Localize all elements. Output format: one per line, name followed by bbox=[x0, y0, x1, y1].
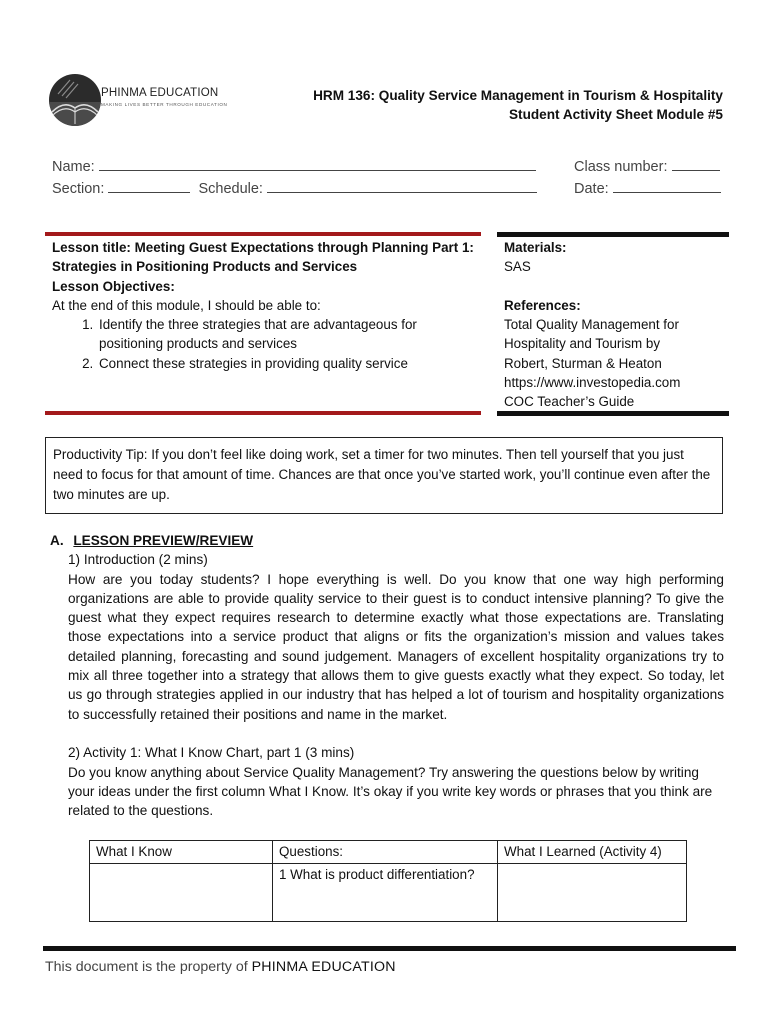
table-header-row bbox=[90, 841, 687, 864]
section-a-title: LESSON PREVIEW/REVIEW bbox=[73, 533, 254, 548]
materials-top-bar bbox=[497, 232, 729, 237]
materials-block bbox=[504, 238, 729, 412]
logo-tagline: MAKING LIVES BETTER THROUGH EDUCATION bbox=[101, 102, 228, 107]
section-row bbox=[52, 178, 537, 197]
section-field[interactable] bbox=[108, 178, 190, 193]
objective-item: 1. Identify the three strategies that are advantageous for positioning products and services bbox=[97, 315, 480, 354]
column-header-questions: Questions: bbox=[273, 841, 498, 864]
class-number-field[interactable] bbox=[672, 156, 720, 171]
table-row bbox=[90, 863, 687, 921]
what-i-learned-cell[interactable] bbox=[498, 863, 687, 921]
section-label: Section: bbox=[52, 181, 105, 197]
materials-bottom-bar bbox=[497, 411, 729, 416]
reference-line: COC Teacher’s Guide bbox=[504, 394, 635, 410]
objectives-list bbox=[52, 315, 480, 373]
lesson-bottom-bar bbox=[45, 411, 481, 415]
logo-wordmark: PHINMA EDUCATION bbox=[101, 87, 219, 99]
schedule-field[interactable] bbox=[267, 178, 537, 193]
footer-brand: PHINMA EDUCATION bbox=[251, 959, 396, 975]
what-i-know-cell[interactable] bbox=[90, 863, 273, 921]
what-i-know-table bbox=[89, 840, 687, 922]
objectives-intro: At the end of this module, I should be able to: bbox=[52, 297, 321, 313]
section-a bbox=[50, 531, 724, 820]
section-a-letter: A. bbox=[50, 533, 64, 548]
column-header-what-i-learned: What I Learned (Activity 4) bbox=[498, 841, 687, 864]
lesson-block bbox=[52, 238, 480, 373]
class-number-row bbox=[574, 156, 720, 175]
intro-heading: 1) Introduction (2 mins) bbox=[68, 552, 208, 568]
question-cell: 1 What is product differentiation? bbox=[273, 863, 498, 921]
footer-text bbox=[45, 959, 396, 975]
lesson-title-line1: Lesson title: Meeting Guest Expectations through Planning Part 1: bbox=[52, 240, 474, 255]
name-field[interactable] bbox=[99, 156, 536, 171]
date-label: Date: bbox=[574, 181, 609, 197]
date-field[interactable] bbox=[613, 178, 721, 193]
module-title: Student Activity Sheet Module #5 bbox=[508, 107, 723, 122]
intro-paragraph: How are you today students? I hope everything is well. Do you know that one way high performing organizations are able to provide quality service to their guest is to conduct intensive planning? To give the guest what they expect requires research to determine exactly what those expectations are. Translating those expectations into a service product that aligns or fits the organization’s mission and values takes detailed planning, forecasting and sound judgement. Managers of excellent hospitality organizations try to mix all three together into a strategy that allows them to give guests exactly what they expect. So today, let us go through strategies applied in our industry that has helped a lot of tourism and hospitality organizations to successfully retained their positions and name in the market. bbox=[68, 571, 724, 722]
materials-value: SAS bbox=[504, 259, 531, 275]
footer-prefix: This document is the property of bbox=[45, 959, 248, 975]
activity-paragraph: Do you know anything about Service Quality Management? Try answering the questions below by writing your ideas under the first column What I Know. It’s okay if you write key words or phrases that you think are related to the questions. bbox=[68, 764, 713, 819]
lesson-title-line2: Strategies in Positioning Products and Services bbox=[52, 259, 358, 275]
footer-bar bbox=[43, 946, 736, 951]
schedule-label: Schedule: bbox=[198, 181, 263, 197]
references-label: References: bbox=[504, 297, 581, 313]
materials-label: Materials: bbox=[504, 240, 567, 255]
course-title: HRM 136: Quality Service Management in Tourism & Hospitality bbox=[313, 88, 723, 103]
reference-line: Hospitality and Tourism by bbox=[504, 336, 661, 352]
column-header-what-i-know: What I Know bbox=[90, 841, 273, 864]
reference-line: Robert, Sturman & Heaton bbox=[504, 355, 662, 371]
productivity-tip-box: Productivity Tip: If you don’t feel like doing work, set a timer for two minutes. Then tell yourself that you just need to focus for that amount of time. Chances are that once you’ve started work, you’ll continue even after the two minutes are up. bbox=[45, 437, 723, 514]
date-row bbox=[574, 178, 721, 197]
course-header bbox=[313, 86, 723, 124]
section-a-heading bbox=[50, 531, 724, 550]
class-number-label: Class number: bbox=[574, 159, 668, 175]
objective-item: 2. Connect these strategies in providing quality service bbox=[97, 354, 480, 373]
reference-line: Total Quality Management for bbox=[504, 317, 679, 333]
phinma-logo-icon bbox=[48, 72, 218, 128]
activity-heading: 2) Activity 1: What I Know Chart, part 1 (3 mins) bbox=[68, 745, 355, 761]
lesson-top-bar bbox=[45, 232, 481, 236]
name-row bbox=[52, 156, 536, 175]
name-label: Name: bbox=[52, 159, 95, 175]
reference-link[interactable]: https://www.investopedia.com bbox=[504, 375, 681, 391]
objectives-label: Lesson Objectives: bbox=[52, 278, 175, 294]
